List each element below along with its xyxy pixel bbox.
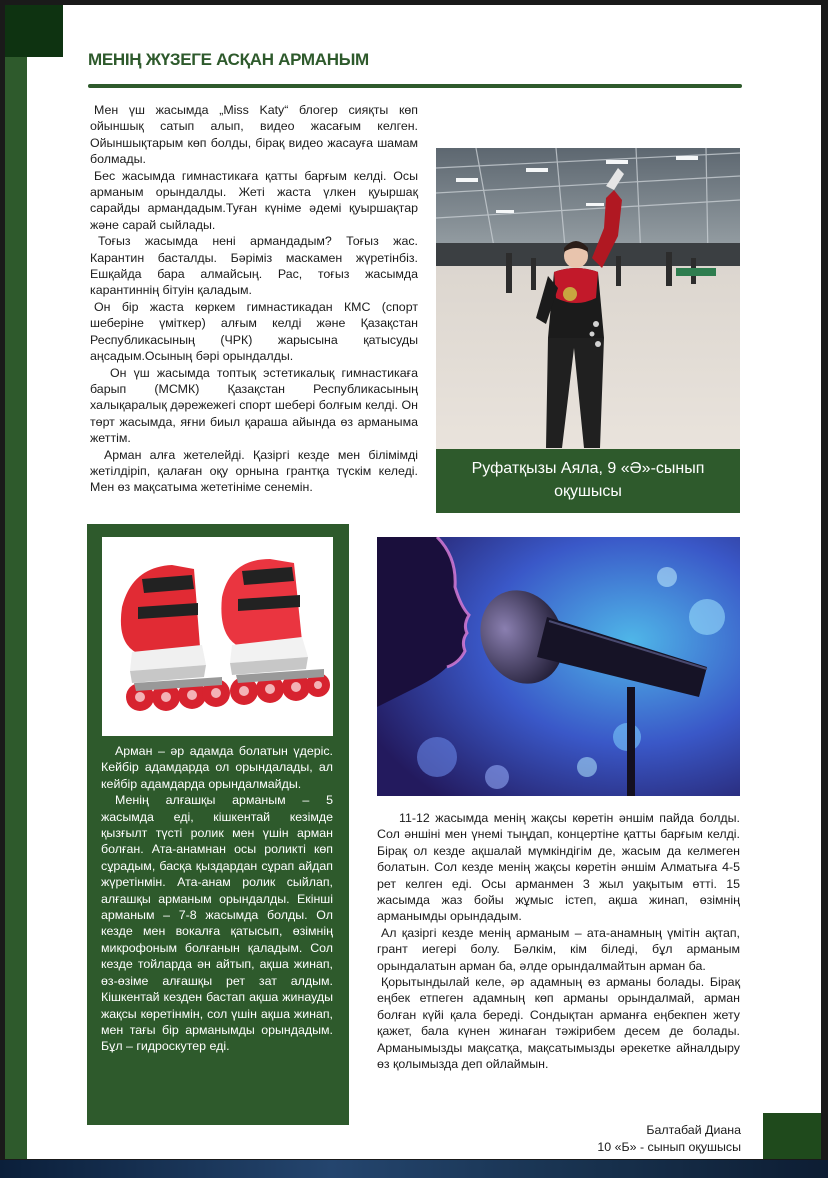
- left-accent-bar: [5, 57, 27, 1159]
- paragraph: Арман – әр адамда болатын үдеріс. Кейбір адамдарда ол орындалады, ал кейбір адамдарда орындалмайды.: [101, 744, 333, 791]
- roller-skates-photo: [102, 537, 333, 736]
- paragraph: Қорытындылай келе, әр адамның өз арманы болады. Бірақ еңбек етпеген адамның көп арманы орындалмай, арман болған күйі қала береді. Сондықтан арманға еңбекпен жету қажет, бала күнен жинаған тәжірибем десем де болады. Арманымызды мақсатқа, мақсатымызды әрекетке айналдыру өз қолымызда деп ойлаймын.: [377, 975, 740, 1072]
- closing-column: [377, 810, 740, 1073]
- paragraph: Он үш жасымда топтық эстетикалық гимнастикаға барып (МСМК) Қазақстан Республикасының халықаралық дәрежежегі спорт шебері болғым келді. Он төрт жасымда, яғни биыл қараша айында өз арманыма жеттім.: [90, 365, 418, 446]
- paragraph: Мен үш жасымда „Miss Katy“ блогер сияқты көп ойыншық сатып алып, видео жасағым келген. Ойыншықтарым көп болды, бірақ видео жасауға шамам болмады.: [90, 103, 418, 167]
- author-name: Балтабай Диана: [646, 1123, 741, 1137]
- paragraph: 11-12 жасымда менің жақсы көретін әншім пайда болды. Сол әншіні мен үнемі тыңдап, концертіне қатты барғым келді. Бірақ ол кезде ақшалай мүмкіндігім де, жасым да келмеген болатын. Сол кезде менің жақсы көретін әншім Алматыға 4-5 рет келген еді. Осы арманмен 3 жыл уақытым өтті. 15 жасымда жаз бойы жұмыс істеп, ақша жинап, өзімнің арманымды орындадым.: [377, 811, 740, 924]
- photo-caption: Руфатқызы Аяла, 9 «Ә»-сынып оқушысы: [436, 449, 740, 513]
- page-title: МЕНІҢ ЖҮЗЕГЕ АСҚАН АРМАНЫМ: [88, 50, 369, 69]
- title-divider: [88, 84, 742, 88]
- paragraph: Тоғыз жасымда нені армандадым? Тоғыз жас. Карантин басталды. Бәріміз маскамен жүретінбіз. Ешқайда бара алмайсың. Рас, тоғыз жасымда карантиннің бітуін қаладым.: [90, 234, 418, 298]
- story-panel: [87, 524, 349, 1125]
- gymnast-photo: [436, 148, 740, 449]
- author-class: 10 «Б» - сынып оқушысы: [597, 1139, 741, 1154]
- intro-column: [90, 102, 418, 496]
- singer-microphone-illustration: [377, 537, 740, 796]
- corner-block-top-left: [5, 5, 63, 57]
- magazine-page: [5, 5, 821, 1159]
- next-page-strip: [0, 1160, 828, 1178]
- panel-text: [101, 743, 333, 1055]
- paragraph: Он бір жаста көркем гимнастикадан КМС (спорт шеберіне үміткер) алғым келді және Қазақстан Республикасының (ЧРК) жарысына қатысуды аңсадым.Осының бәрі орындалды.: [90, 299, 418, 364]
- gymnast-illustration: [436, 148, 740, 449]
- corner-block-bottom-right: [763, 1113, 821, 1159]
- paragraph: Арман алға жетелейді. Қазіргі кезде мен білімімді жетілдіріп, қалаған оқу орнына грантқа түскім келеді. Мен өз мақсатыма жететініме сенемін.: [90, 447, 418, 495]
- paragraph: Менің алғашқы арманым – 5 жасымда еді, кішкентай кезімде қызғылт түсті ролик мен үшін арман болған. Ата-анамнан осы роликті көп сұрадым, басқа қыздардан сұрап айдап жүретінмін. Ата-анам ролик сыйлап, алғашқы арманым орындалды. Екінші арманым – 7-8 жасымда болды. Ол кезде мен вокалға қатысып, өзімнің микрофоным болғанын қаладым. Сол кезде тойларда ән айтып, ақша жинап, өз-өзіме алғашқы рет зат алдым. Кішкентай кезден бастап ақша жинауды жақсы көретінмін, сол үшін ақша жинап, мен тағы бір арманымды орындадым. Бұл – гидроскутер еді.: [101, 793, 333, 1054]
- author-signature: [597, 1122, 741, 1155]
- microphone-photo: [377, 537, 740, 796]
- paragraph: Бес жасымда гимнастикаға қатты барғым келді. Осы арманым орындалды. Жеті жаста үлкен қуыршақ сарайды армандадым.Туған күніме әдемі қуыршақтар және сарай сыйлады.: [90, 168, 418, 232]
- roller-skates-illustration: [102, 537, 333, 736]
- paragraph: Ал қазіргі кезде менің арманым – ата-анамның үмітін ақтап, грант иегері болу. Бәлкім, кім біледі, бұл арманым орындалатын арман ба, әлде орындалмайтын арман ба.: [377, 925, 740, 973]
